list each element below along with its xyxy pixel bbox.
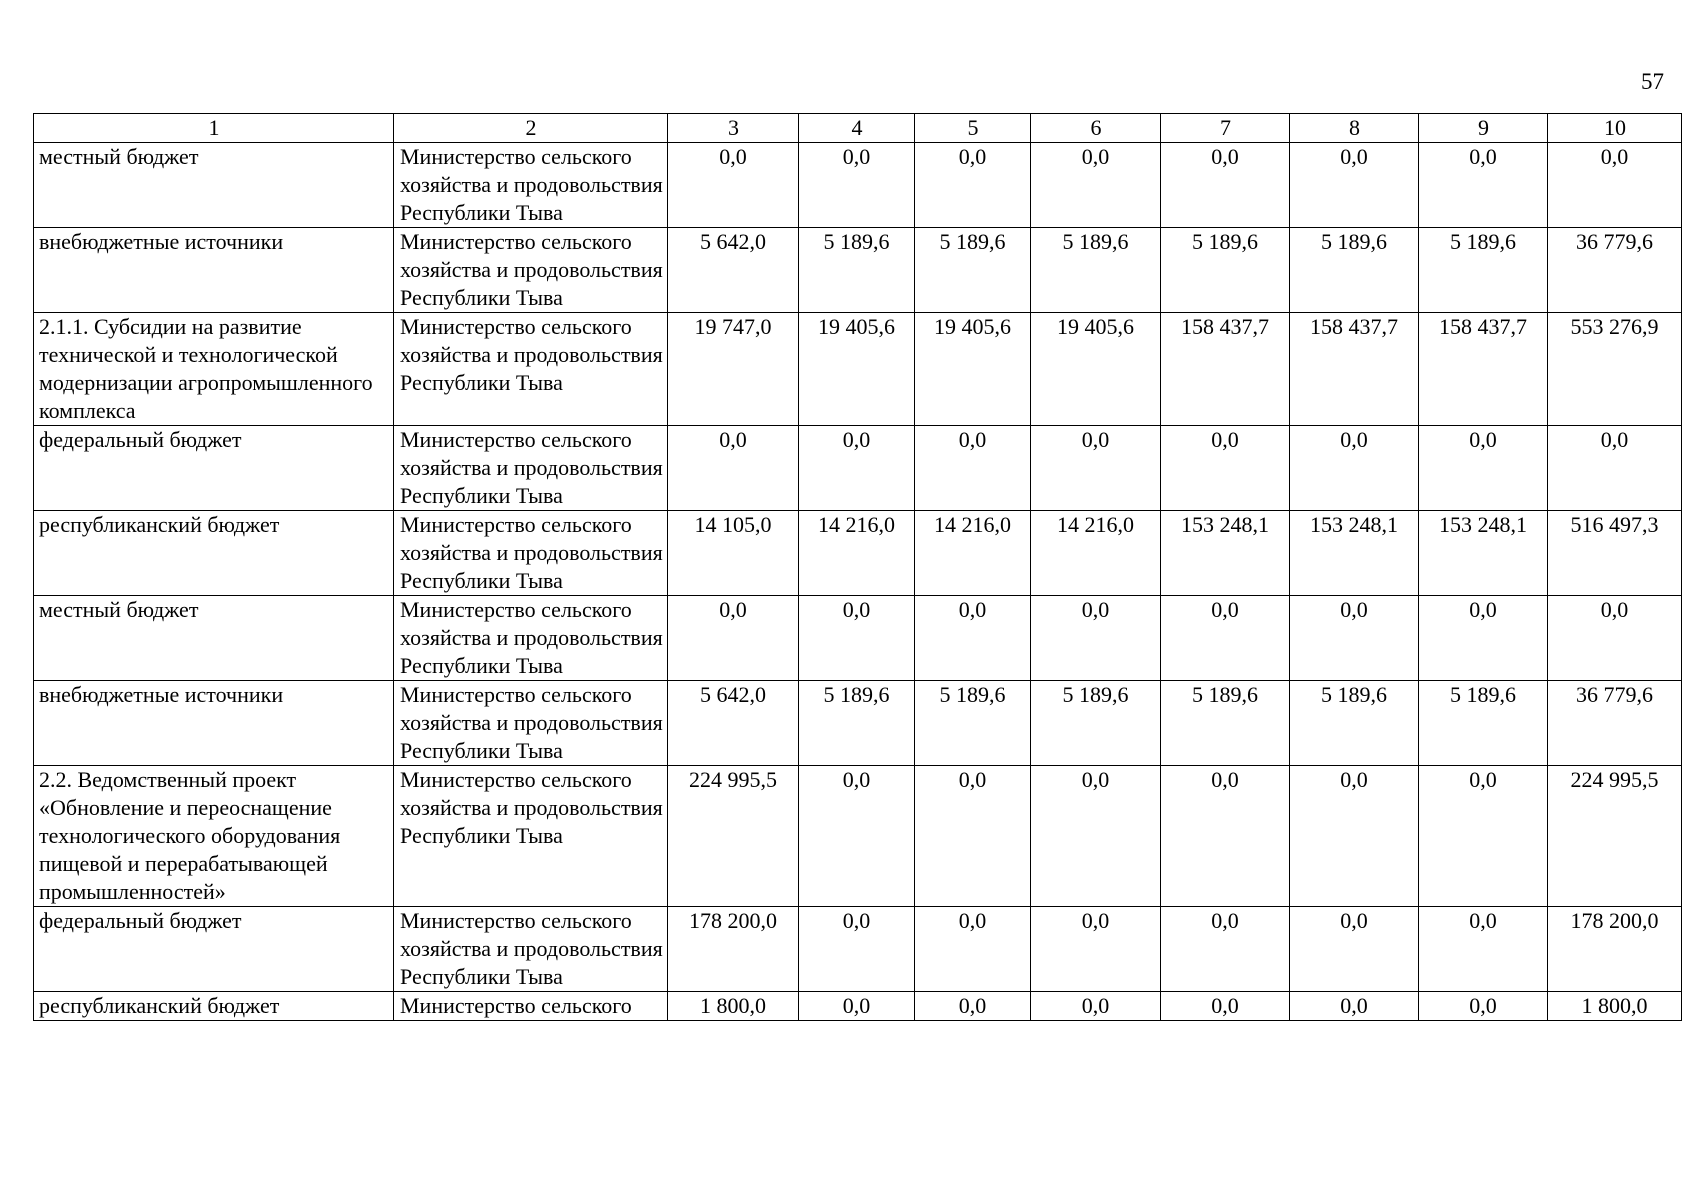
table-row [34,426,1682,511]
total-cell: 36 779,6 [1548,681,1682,766]
value-cell: 153 248,1 [1161,511,1290,596]
value-cell: 0,0 [1161,143,1290,228]
table-row [34,313,1682,426]
total-cell: 516 497,3 [1548,511,1682,596]
value-cell: 0,0 [1419,766,1548,907]
value-cell: 0,0 [799,143,915,228]
value-cell: 0,0 [1419,992,1548,1021]
value-cell: 158 437,7 [1290,313,1419,426]
value-cell: 0,0 [799,766,915,907]
total-cell: 553 276,9 [1548,313,1682,426]
table-row [34,766,1682,907]
responsible-cell: Министерство сельского хозяйства и продовольствия Республики Тыва [394,313,668,426]
total-cell: 178 200,0 [1548,907,1682,992]
responsible-cell: Министерство сельского хозяйства и продовольствия Республики Тыва [394,907,668,992]
table-row [34,143,1682,228]
value-cell: 0,0 [1290,596,1419,681]
responsible-cell: Министерство сельского хозяйства и продовольствия Республики Тыва [394,228,668,313]
value-cell: 0,0 [799,907,915,992]
page-number: 57 [1641,69,1664,94]
total-cell: 1 800,0 [1548,992,1682,1021]
total-cell: 224 995,5 [1548,766,1682,907]
row-name-cell: внебюджетные источники [34,681,394,766]
value-cell: 1 800,0 [668,992,799,1021]
row-name-cell: федеральный бюджет [34,907,394,992]
total-cell: 0,0 [1548,426,1682,511]
table-row [34,511,1682,596]
row-name-cell: внебюджетные источники [34,228,394,313]
responsible-cell: Министерство сельского [394,992,668,1021]
value-cell: 14 216,0 [915,511,1031,596]
column-header: 1 [34,114,394,143]
column-header: 4 [799,114,915,143]
value-cell: 14 105,0 [668,511,799,596]
value-cell: 5 189,6 [799,681,915,766]
value-cell: 5 189,6 [1031,228,1161,313]
value-cell: 0,0 [1031,426,1161,511]
value-cell: 0,0 [668,426,799,511]
value-cell: 0,0 [915,907,1031,992]
total-cell: 0,0 [1548,143,1682,228]
responsible-cell: Министерство сельского хозяйства и продовольствия Республики Тыва [394,766,668,907]
value-cell: 224 995,5 [668,766,799,907]
value-cell: 0,0 [1031,992,1161,1021]
value-cell: 0,0 [1031,907,1161,992]
value-cell: 0,0 [1419,426,1548,511]
value-cell: 5 189,6 [1161,681,1290,766]
value-cell: 14 216,0 [799,511,915,596]
value-cell: 0,0 [668,596,799,681]
value-cell: 0,0 [1161,596,1290,681]
value-cell: 0,0 [1419,907,1548,992]
value-cell: 19 405,6 [1031,313,1161,426]
value-cell: 0,0 [1290,143,1419,228]
value-cell: 0,0 [668,143,799,228]
value-cell: 0,0 [1161,992,1290,1021]
column-header: 9 [1419,114,1548,143]
responsible-cell: Министерство сельского хозяйства и продовольствия Республики Тыва [394,426,668,511]
table-row [34,228,1682,313]
value-cell: 0,0 [915,992,1031,1021]
value-cell: 0,0 [1290,992,1419,1021]
value-cell: 5 189,6 [1161,228,1290,313]
total-cell: 0,0 [1548,596,1682,681]
value-cell: 5 642,0 [668,681,799,766]
table-row [34,681,1682,766]
column-header: 2 [394,114,668,143]
value-cell: 0,0 [1161,426,1290,511]
value-cell: 0,0 [1419,143,1548,228]
budget-table [33,113,1682,1021]
value-cell: 0,0 [799,992,915,1021]
column-number-row [34,114,1682,143]
column-header: 7 [1161,114,1290,143]
value-cell: 0,0 [915,766,1031,907]
total-cell: 36 779,6 [1548,228,1682,313]
row-name-cell: республиканский бюджет [34,992,394,1021]
value-cell: 14 216,0 [1031,511,1161,596]
value-cell: 0,0 [915,426,1031,511]
value-cell: 5 189,6 [1290,228,1419,313]
value-cell: 0,0 [1161,766,1290,907]
value-cell: 0,0 [1031,766,1161,907]
row-name-cell: местный бюджет [34,596,394,681]
value-cell: 0,0 [915,143,1031,228]
value-cell: 5 189,6 [1290,681,1419,766]
value-cell: 0,0 [799,596,915,681]
column-header: 3 [668,114,799,143]
value-cell: 5 189,6 [1419,681,1548,766]
value-cell: 5 189,6 [1419,228,1548,313]
value-cell: 153 248,1 [1419,511,1548,596]
table-row [34,907,1682,992]
value-cell: 19 405,6 [915,313,1031,426]
value-cell: 0,0 [799,426,915,511]
value-cell: 178 200,0 [668,907,799,992]
responsible-cell: Министерство сельского хозяйства и продовольствия Республики Тыва [394,143,668,228]
value-cell: 158 437,7 [1161,313,1290,426]
column-header: 5 [915,114,1031,143]
responsible-cell: Министерство сельского хозяйства и продовольствия Республики Тыва [394,681,668,766]
value-cell: 5 189,6 [799,228,915,313]
value-cell: 158 437,7 [1419,313,1548,426]
value-cell: 5 189,6 [915,681,1031,766]
responsible-cell: Министерство сельского хозяйства и продовольствия Республики Тыва [394,596,668,681]
column-header: 8 [1290,114,1419,143]
responsible-cell: Министерство сельского хозяйства и продовольствия Республики Тыва [394,511,668,596]
row-name-cell: республиканский бюджет [34,511,394,596]
row-name-cell: местный бюджет [34,143,394,228]
table-row [34,596,1682,681]
row-name-cell: 2.1.1. Субсидии на развитие технической и технологической модернизации агропромышленного комплекса [34,313,394,426]
value-cell: 0,0 [915,596,1031,681]
value-cell: 19 747,0 [668,313,799,426]
value-cell: 153 248,1 [1290,511,1419,596]
value-cell: 0,0 [1161,907,1290,992]
value-cell: 5 189,6 [1031,681,1161,766]
column-header: 6 [1031,114,1161,143]
value-cell: 0,0 [1290,907,1419,992]
row-name-cell: федеральный бюджет [34,426,394,511]
table-row [34,992,1682,1021]
row-name-cell: 2.2. Ведомственный проект «Обновление и переоснащение технологического оборудования пищевой и перерабатывающей промышленностей» [34,766,394,907]
value-cell: 0,0 [1031,596,1161,681]
value-cell: 5 189,6 [915,228,1031,313]
value-cell: 0,0 [1419,596,1548,681]
value-cell: 0,0 [1031,143,1161,228]
value-cell: 19 405,6 [799,313,915,426]
value-cell: 0,0 [1290,766,1419,907]
value-cell: 5 642,0 [668,228,799,313]
column-header: 10 [1548,114,1682,143]
value-cell: 0,0 [1290,426,1419,511]
